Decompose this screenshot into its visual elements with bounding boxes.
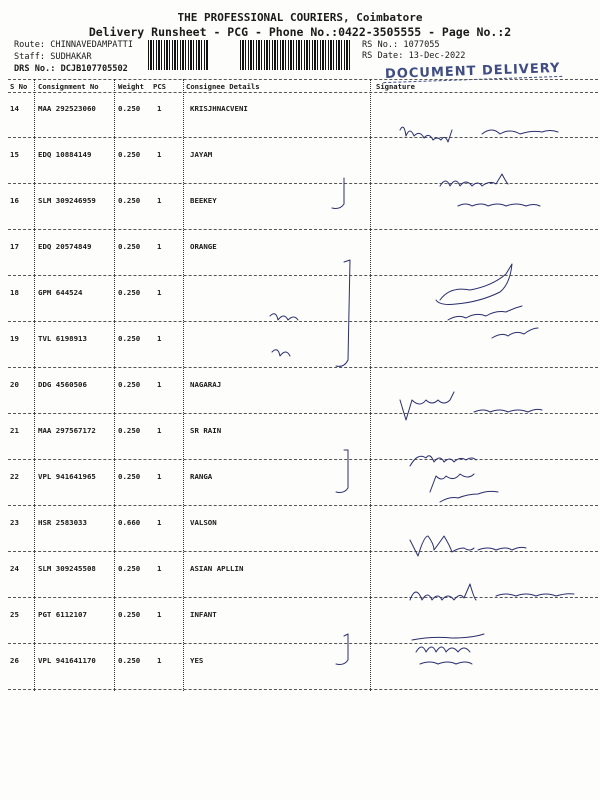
col-header-weight: Weight	[118, 82, 144, 91]
signature-row-18-19	[270, 260, 538, 366]
document-delivery-stamp: DOCUMENT DELIVERY	[383, 61, 563, 83]
row-weight: 0.250	[118, 564, 141, 573]
col-header-consignee: Consignee Details	[186, 82, 260, 91]
row-consignment-no: TVL 6198913	[38, 334, 87, 343]
row-consignment-no: MAA 297567172	[38, 426, 96, 435]
row-consignee: SR RAIN	[190, 426, 222, 435]
row-consignment-no: GPM 644524	[38, 288, 83, 297]
row-consignee: ASIAN APLLIN	[190, 564, 244, 573]
signature-row-22	[336, 450, 498, 502]
row-consignment-no: SLM 309245508	[38, 564, 96, 573]
row-sno: 15	[10, 150, 19, 159]
col-header-consignment: Consignment No	[38, 82, 99, 91]
signature-row-14	[400, 127, 558, 142]
signature-row-24	[410, 584, 574, 600]
row-consignment-no: VPL 941641170	[38, 656, 96, 665]
row-weight: 0.250	[118, 426, 141, 435]
row-consignee: RANGA	[190, 472, 213, 481]
row-weight: 0.250	[118, 196, 141, 205]
row-sno: 22	[10, 472, 19, 481]
row-consignment-no: VPL 941641965	[38, 472, 96, 481]
drs-number: DRS No.: DCJB107705502	[14, 64, 128, 74]
row-sno: 25	[10, 610, 19, 619]
row-consignment-no: EDQ 10884149	[38, 150, 92, 159]
row-pcs: 1	[157, 380, 162, 389]
row-weight: 0.250	[118, 380, 141, 389]
row-weight: 0.250	[118, 150, 141, 159]
row-sno: 16	[10, 196, 19, 205]
row-consignment-no: PGT 6112107	[38, 610, 87, 619]
rs-date: RS Date: 13-Dec-2022	[362, 51, 466, 61]
signature-row-20	[400, 392, 542, 420]
row-weight: 0.660	[118, 518, 141, 527]
row-weight: 0.250	[118, 288, 141, 297]
row-pcs: 1	[157, 288, 162, 297]
row-pcs: 1	[157, 610, 162, 619]
row-weight: 0.250	[118, 242, 141, 251]
route-info: Route: CHINNAVEDAMPATTI	[14, 40, 133, 50]
signature-row-23	[410, 536, 526, 556]
row-sno: 18	[10, 288, 19, 297]
row-pcs: 1	[157, 150, 162, 159]
signature-row-15	[332, 174, 540, 209]
row-pcs: 1	[157, 518, 162, 527]
row-weight: 0.250	[118, 472, 141, 481]
runsheet-subtitle: Delivery Runsheet - PCG - Phone No.:0422-3505555 - Page No.:2	[88, 25, 512, 39]
row-weight: 0.250	[118, 104, 141, 113]
row-weight: 0.250	[118, 334, 141, 343]
row-consignment-no: DDG 4560506	[38, 380, 87, 389]
row-pcs: 1	[157, 426, 162, 435]
row-sno: 19	[10, 334, 19, 343]
row-sno: 17	[10, 242, 19, 251]
row-sno: 20	[10, 380, 19, 389]
row-pcs: 1	[157, 242, 162, 251]
row-pcs: 1	[157, 564, 162, 573]
row-consignee: JAYAM	[190, 150, 213, 159]
row-pcs: 1	[157, 196, 162, 205]
row-consignee: BEEKEY	[190, 196, 217, 205]
row-pcs: 1	[157, 334, 162, 343]
row-pcs: 1	[157, 656, 162, 665]
row-consignee: VALSON	[190, 518, 217, 527]
row-consignment-no: EDQ 20574849	[38, 242, 92, 251]
row-consignee: NAGARAJ	[190, 380, 222, 389]
row-sno: 24	[10, 564, 19, 573]
row-sno: 23	[10, 518, 19, 527]
row-consignee: YES	[190, 656, 204, 665]
col-header-sno: S No	[10, 82, 28, 91]
row-weight: 0.250	[118, 610, 141, 619]
row-sno: 21	[10, 426, 19, 435]
signature-row-26	[336, 634, 484, 665]
row-consignment-no: SLM 309246959	[38, 196, 96, 205]
col-header-signature: Signature	[376, 82, 415, 91]
row-sno: 26	[10, 656, 19, 665]
row-consignee: ORANGE	[190, 242, 217, 251]
row-consignee: INFANT	[190, 610, 217, 619]
row-weight: 0.250	[118, 656, 141, 665]
row-pcs: 1	[157, 472, 162, 481]
row-consignment-no: HSR 2583033	[38, 518, 87, 527]
document-title: THE PROFESSIONAL COURIERS, Coimbatore	[177, 11, 423, 24]
col-header-pcs: PCS	[153, 82, 166, 91]
rs-number: RS No.: 1077055	[362, 40, 440, 50]
row-sno: 14	[10, 104, 19, 113]
staff-info: Staff: SUDHAKAR	[14, 52, 92, 62]
row-consignee: KRISJHNACVENI	[190, 104, 248, 113]
row-pcs: 1	[157, 104, 162, 113]
row-consignment-no: MAA 292523060	[38, 104, 96, 113]
